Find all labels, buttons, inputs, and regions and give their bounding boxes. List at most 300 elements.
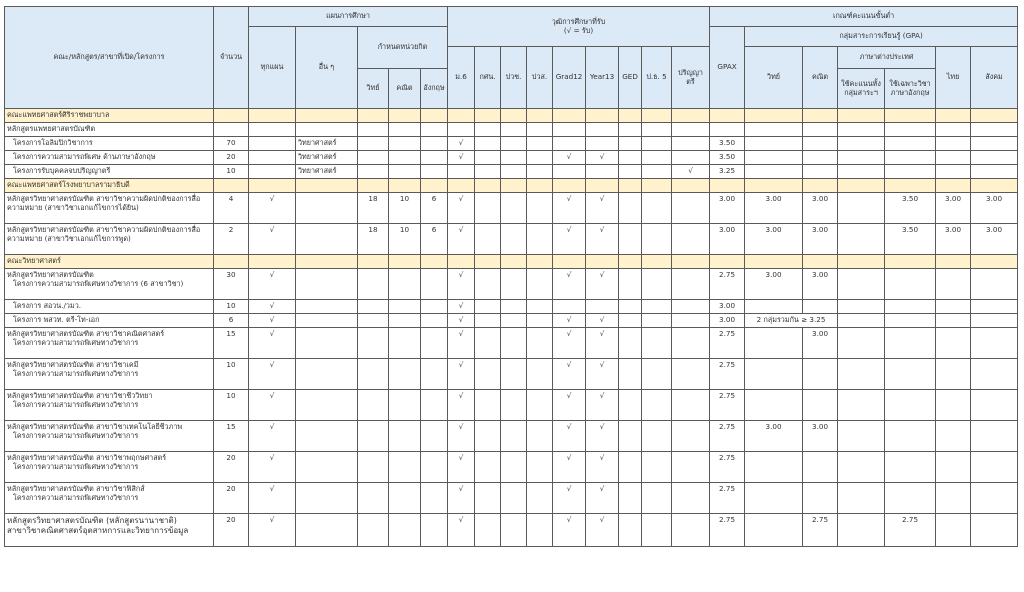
header-gpa-thai: ไทย: [936, 47, 971, 109]
cell-social: [971, 137, 1018, 151]
cell-m6: √: [448, 300, 475, 314]
cell-pvs: [527, 224, 553, 255]
header-edu-p5: ป.ธ. 5: [642, 47, 672, 109]
cell-gorsor: [475, 300, 501, 314]
cell-m6: √: [448, 137, 475, 151]
cell-gsci: 3.00: [745, 269, 803, 300]
cell-pvc: [501, 224, 527, 255]
empty-cell: [745, 123, 803, 137]
cell-eng: 6: [421, 224, 448, 255]
cell-p5: [642, 390, 672, 421]
header-gpa-sci: วิทย์: [745, 47, 803, 109]
cell-gorsor: [475, 314, 501, 328]
cell-count: 70: [214, 137, 249, 151]
cell-social: [971, 328, 1018, 359]
cell-gpax: 2.75: [710, 359, 745, 390]
table-row: [5, 314, 1018, 328]
cell-y13: √: [586, 483, 619, 514]
cell-pvc: [501, 269, 527, 300]
empty-cell: [936, 109, 971, 123]
cell-ged: [619, 452, 642, 483]
cell-feng: [885, 359, 936, 390]
empty-cell: [586, 109, 619, 123]
cell-gpax: 2.75: [710, 483, 745, 514]
cell-thai: [936, 359, 971, 390]
empty-cell: [936, 123, 971, 137]
header-edu-year13: Year13: [586, 47, 619, 109]
cell-count: 20: [214, 452, 249, 483]
program-title: หลักสูตรวิทยาศาสตรบัณฑิต สาขาวิชาพฤกษศาสตร์: [7, 453, 167, 462]
empty-cell: [358, 123, 389, 137]
cell-other: วิทยาศาสตร์: [296, 137, 358, 151]
empty-cell: [672, 179, 710, 193]
cell-gpax: 3.00: [710, 193, 745, 224]
program-title: หลักสูตรวิทยาศาสตรบัณฑิต สาขาวิชาเคมี: [7, 360, 139, 369]
cell-pvc: [501, 165, 527, 179]
program-title: หลักสูตรวิทยาศาสตรบัณฑิต: [7, 270, 94, 279]
program-label: หลักสูตรแพทยศาสตรบัณฑิต: [5, 123, 214, 137]
cell-pvc: [501, 390, 527, 421]
cell-count: 6: [214, 314, 249, 328]
cell-count: 10: [214, 390, 249, 421]
cell-gorsor: [475, 359, 501, 390]
cell-all: [249, 151, 296, 165]
cell-eng: [421, 314, 448, 328]
empty-cell: [710, 179, 745, 193]
cell-eng: [421, 421, 448, 452]
cell-ged: [619, 224, 642, 255]
cell-eng: [421, 300, 448, 314]
header-other: อื่น ๆ: [296, 27, 358, 109]
cell-p5: [642, 193, 672, 224]
cell-count: 15: [214, 421, 249, 452]
program-title: หลักสูตรวิทยาศาสตรบัณฑิต สาขาวิชาความผิดปกติของการสื่อความหมาย (สาขาวิชาเอกแก้ไขการพูด): [7, 225, 201, 243]
cell-bach: [672, 452, 710, 483]
header-count: จำนวน: [214, 7, 249, 109]
cell-g12: √: [553, 483, 586, 514]
cell-pvc: [501, 314, 527, 328]
cell-y13: √: [586, 390, 619, 421]
cell-bach: [672, 224, 710, 255]
header-edu-pvc: ปวช.: [501, 47, 527, 109]
cell-fgroup: [838, 224, 885, 255]
cell-fgroup: [838, 390, 885, 421]
cell-g12: √: [553, 421, 586, 452]
empty-cell: [971, 123, 1018, 137]
cell-social: [971, 390, 1018, 421]
cell-sci: [358, 151, 389, 165]
cell-other: [296, 314, 358, 328]
program-title: หลักสูตรวิทยาศาสตรบัณฑิต สาขาวิชาเทคโนโลยีชีวภาพ: [7, 422, 183, 431]
cell-fgroup: [838, 514, 885, 547]
cell-y13: √: [586, 314, 619, 328]
empty-cell: [448, 109, 475, 123]
header-edu-level-title: วุฒิการศึกษาที่รับ: [551, 16, 606, 26]
cell-m6: √: [448, 328, 475, 359]
program-label: [5, 390, 214, 421]
cell-gorsor: [475, 452, 501, 483]
empty-cell: [971, 179, 1018, 193]
cell-pvs: [527, 151, 553, 165]
cell-gorsor: [475, 483, 501, 514]
cell-all: √: [249, 421, 296, 452]
admission-table-container: [4, 6, 1018, 547]
empty-cell: [249, 179, 296, 193]
cell-bach: [672, 314, 710, 328]
header-credit-eng: อังกฤษ: [421, 69, 448, 109]
cell-social: [971, 269, 1018, 300]
cell-thai: [936, 269, 971, 300]
empty-cell: [249, 123, 296, 137]
empty-cell: [475, 179, 501, 193]
admission-criteria-table: [4, 6, 1018, 547]
cell-feng: [885, 421, 936, 452]
cell-eng: [421, 483, 448, 514]
program-subtitle: โครงการความสามารถพิเศษทางวิชาการ: [13, 461, 139, 471]
empty-cell: [619, 179, 642, 193]
cell-all: √: [249, 314, 296, 328]
cell-bach: [672, 193, 710, 224]
section-row: [5, 255, 1018, 269]
cell-pvc: [501, 452, 527, 483]
header-min-criteria: เกณฑ์คะแนนขั้นต่ำ: [710, 7, 1018, 27]
empty-cell: [803, 179, 838, 193]
cell-feng: [885, 165, 936, 179]
cell-math: [389, 514, 421, 547]
cell-gsci: [745, 514, 803, 547]
cell-ged: [619, 269, 642, 300]
header-edu-m6: ม.6: [448, 47, 475, 109]
cell-m6: √: [448, 224, 475, 255]
cell-gsci: [745, 151, 803, 165]
table-row: [5, 359, 1018, 390]
section-label: คณะวิทยาศาสตร์: [5, 255, 214, 269]
cell-count: 20: [214, 483, 249, 514]
cell-math: [389, 300, 421, 314]
cell-g12: [553, 165, 586, 179]
empty-cell: [745, 179, 803, 193]
cell-p5: [642, 452, 672, 483]
cell-feng: [885, 300, 936, 314]
header-credit-math: คณิต: [389, 69, 421, 109]
empty-cell: [358, 109, 389, 123]
cell-pvs: [527, 165, 553, 179]
empty-cell: [527, 179, 553, 193]
program-title: หลักสูตรวิทยาศาสตรบัณฑิต สาขาวิชาคณิตศาสตร์: [7, 329, 165, 338]
cell-other: [296, 514, 358, 547]
cell-p5: [642, 269, 672, 300]
cell-fgroup: [838, 452, 885, 483]
empty-cell: [619, 123, 642, 137]
header-use-group: ใช้คะแนนทั้งกลุ่มสาระฯ: [838, 69, 885, 109]
cell-ged: [619, 328, 642, 359]
program-label: โครงการรับบุคคลจบปริญญาตรี: [5, 165, 214, 179]
empty-cell: [642, 123, 672, 137]
cell-fgroup: [838, 314, 885, 328]
cell-gmath: 3.00: [803, 328, 838, 359]
cell-g12: √: [553, 224, 586, 255]
empty-cell: [501, 255, 527, 269]
empty-cell: [710, 255, 745, 269]
cell-gmath: 3.00: [803, 193, 838, 224]
cell-y13: √: [586, 421, 619, 452]
cell-gpax: 3.50: [710, 137, 745, 151]
cell-pvs: [527, 359, 553, 390]
header-credit-req: กำหนดหน่วยกิต: [358, 27, 448, 69]
empty-cell: [475, 109, 501, 123]
cell-fgroup: [838, 359, 885, 390]
empty-cell: [448, 123, 475, 137]
cell-thai: [936, 514, 971, 547]
cell-feng: [885, 452, 936, 483]
cell-count: 20: [214, 514, 249, 547]
cell-pvs: [527, 390, 553, 421]
cell-count: 10: [214, 359, 249, 390]
cell-gsci: 3.00: [745, 224, 803, 255]
empty-cell: [803, 255, 838, 269]
cell-gorsor: [475, 224, 501, 255]
header-edu-pvs: ปวส.: [527, 47, 553, 109]
cell-all: √: [249, 452, 296, 483]
program-label: [5, 359, 214, 390]
cell-count: 20: [214, 151, 249, 165]
cell-count: 4: [214, 193, 249, 224]
table-row: [5, 300, 1018, 314]
program-subtitle: สาขาวิชาคณิตศาสตร์อุตสาหการและวิทยาการข้อมูล: [7, 525, 189, 535]
cell-thai: [936, 300, 971, 314]
cell-other: วิทยาศาสตร์: [296, 165, 358, 179]
empty-cell: [296, 179, 358, 193]
cell-eng: [421, 328, 448, 359]
cell-y13: [586, 165, 619, 179]
cell-thai: [936, 483, 971, 514]
cell-bach: [672, 359, 710, 390]
empty-cell: [527, 123, 553, 137]
cell-gpax: 2.75: [710, 390, 745, 421]
cell-gorsor: [475, 390, 501, 421]
cell-y13: [586, 137, 619, 151]
cell-other: [296, 328, 358, 359]
cell-gmath: 3.00: [803, 224, 838, 255]
cell-thai: 3.00: [936, 224, 971, 255]
program-label: [5, 452, 214, 483]
cell-fgroup: [838, 137, 885, 151]
cell-count: 2: [214, 224, 249, 255]
table-row: [5, 514, 1018, 547]
cell-other: [296, 193, 358, 224]
cell-count: 15: [214, 328, 249, 359]
cell-gmath: 3.00: [803, 269, 838, 300]
cell-bach: [672, 483, 710, 514]
cell-all: √: [249, 514, 296, 547]
table-row: [5, 452, 1018, 483]
cell-pvs: [527, 314, 553, 328]
program-subtitle: โครงการความสามารถพิเศษทางวิชาการ (6 สาขาวิชา): [13, 278, 184, 288]
cell-social: 3.00: [971, 224, 1018, 255]
empty-cell: [448, 179, 475, 193]
cell-pvc: [501, 193, 527, 224]
empty-cell: [936, 255, 971, 269]
cell-fgroup: [838, 483, 885, 514]
cell-gpax: 2.75: [710, 514, 745, 547]
empty-cell: [885, 179, 936, 193]
cell-social: [971, 165, 1018, 179]
cell-pvc: [501, 483, 527, 514]
cell-gorsor: [475, 193, 501, 224]
cell-other: [296, 483, 358, 514]
header-credit-sci: วิทย์: [358, 69, 389, 109]
section-row: [5, 179, 1018, 193]
cell-gorsor: [475, 421, 501, 452]
cell-pvc: [501, 328, 527, 359]
empty-cell: [553, 179, 586, 193]
cell-m6: √: [448, 193, 475, 224]
empty-cell: [421, 179, 448, 193]
cell-bach: [672, 300, 710, 314]
cell-sci: [358, 137, 389, 151]
cell-social: [971, 514, 1018, 547]
cell-gpax: 3.00: [710, 314, 745, 328]
cell-math: [389, 314, 421, 328]
cell-sci: [358, 483, 389, 514]
cell-sci: [358, 390, 389, 421]
cell-gsci: 3.00: [745, 193, 803, 224]
cell-pvs: [527, 452, 553, 483]
cell-g12: [553, 300, 586, 314]
cell-ged: [619, 421, 642, 452]
cell-other: วิทยาศาสตร์: [296, 151, 358, 165]
cell-gmath: 2.75: [803, 514, 838, 547]
cell-fgroup: [838, 151, 885, 165]
cell-ged: [619, 514, 642, 547]
header-gpa-social: สังคม: [971, 47, 1018, 109]
cell-sci: [358, 421, 389, 452]
empty-cell: [501, 179, 527, 193]
cell-thai: [936, 452, 971, 483]
cell-gmath: [803, 300, 838, 314]
table-row: [5, 269, 1018, 300]
empty-cell: [885, 123, 936, 137]
cell-sci: [358, 300, 389, 314]
cell-pvs: [527, 193, 553, 224]
cell-ged: [619, 359, 642, 390]
section-row: [5, 109, 1018, 123]
cell-p5: [642, 421, 672, 452]
cell-gpax: 3.00: [710, 300, 745, 314]
cell-all: [249, 137, 296, 151]
cell-gorsor: [475, 137, 501, 151]
cell-g12: √: [553, 359, 586, 390]
empty-cell: [838, 179, 885, 193]
cell-gsci: [745, 300, 803, 314]
cell-p5: [642, 137, 672, 151]
cell-sci: [358, 452, 389, 483]
cell-math: [389, 483, 421, 514]
cell-ged: [619, 165, 642, 179]
cell-social: [971, 359, 1018, 390]
empty-cell: [971, 255, 1018, 269]
program-title: หลักสูตรวิทยาศาสตรบัณฑิต (หลักสูตรนานาชาติ): [7, 516, 177, 525]
empty-cell: [838, 123, 885, 137]
cell-gmath: [803, 165, 838, 179]
cell-fgroup: [838, 165, 885, 179]
program-subtitle: โครงการความสามารถพิเศษทางวิชาการ: [13, 337, 139, 347]
cell-other: [296, 224, 358, 255]
cell-pvs: [527, 483, 553, 514]
cell-p5: [642, 328, 672, 359]
cell-feng: [885, 151, 936, 165]
cell-y13: √: [586, 452, 619, 483]
cell-m6: √: [448, 390, 475, 421]
empty-cell: [586, 255, 619, 269]
empty-cell: [642, 179, 672, 193]
cell-ged: [619, 314, 642, 328]
cell-sci: [358, 328, 389, 359]
cell-gpax: 2.75: [710, 452, 745, 483]
cell-gpax: 3.25: [710, 165, 745, 179]
header-subject-group: กลุ่มสาระการเรียนรู้ (GPA): [745, 27, 1018, 47]
cell-ged: [619, 151, 642, 165]
cell-sci: 18: [358, 224, 389, 255]
empty-cell: [421, 109, 448, 123]
cell-gpax: 2.75: [710, 269, 745, 300]
cell-pvc: [501, 421, 527, 452]
header-edu-level-note: (√ = รับ): [563, 25, 594, 35]
empty-cell: [421, 255, 448, 269]
cell-gpax: 3.00: [710, 224, 745, 255]
cell-other: [296, 269, 358, 300]
empty-cell: [642, 109, 672, 123]
cell-math: 10: [389, 224, 421, 255]
cell-all: √: [249, 193, 296, 224]
cell-all: √: [249, 359, 296, 390]
section-label: คณะแพทยศาสตร์โรงพยาบาลรามาธิบดี: [5, 179, 214, 193]
empty-cell: [619, 109, 642, 123]
cell-all: √: [249, 224, 296, 255]
cell-ged: [619, 300, 642, 314]
cell-other: [296, 452, 358, 483]
cell-y13: √: [586, 514, 619, 547]
table-row: [5, 151, 1018, 165]
empty-cell: [214, 123, 249, 137]
cell-sci: [358, 314, 389, 328]
empty-cell: [214, 179, 249, 193]
program-label: [5, 483, 214, 514]
empty-cell: [501, 123, 527, 137]
cell-ged: [619, 137, 642, 151]
cell-count: 10: [214, 300, 249, 314]
empty-cell: [838, 255, 885, 269]
cell-count: 10: [214, 165, 249, 179]
table-row: [5, 390, 1018, 421]
table-row: [5, 165, 1018, 179]
cell-social: [971, 300, 1018, 314]
cell-fgroup: [838, 193, 885, 224]
cell-thai: [936, 165, 971, 179]
cell-math: 10: [389, 193, 421, 224]
cell-feng: [885, 137, 936, 151]
cell-bach: [672, 151, 710, 165]
table-row: [5, 421, 1018, 452]
cell-math: [389, 151, 421, 165]
cell-gmath: [803, 359, 838, 390]
cell-gsci: [745, 165, 803, 179]
cell-eng: [421, 390, 448, 421]
cell-p5: [642, 165, 672, 179]
empty-cell: [296, 123, 358, 137]
cell-other: [296, 300, 358, 314]
cell-pvs: [527, 269, 553, 300]
